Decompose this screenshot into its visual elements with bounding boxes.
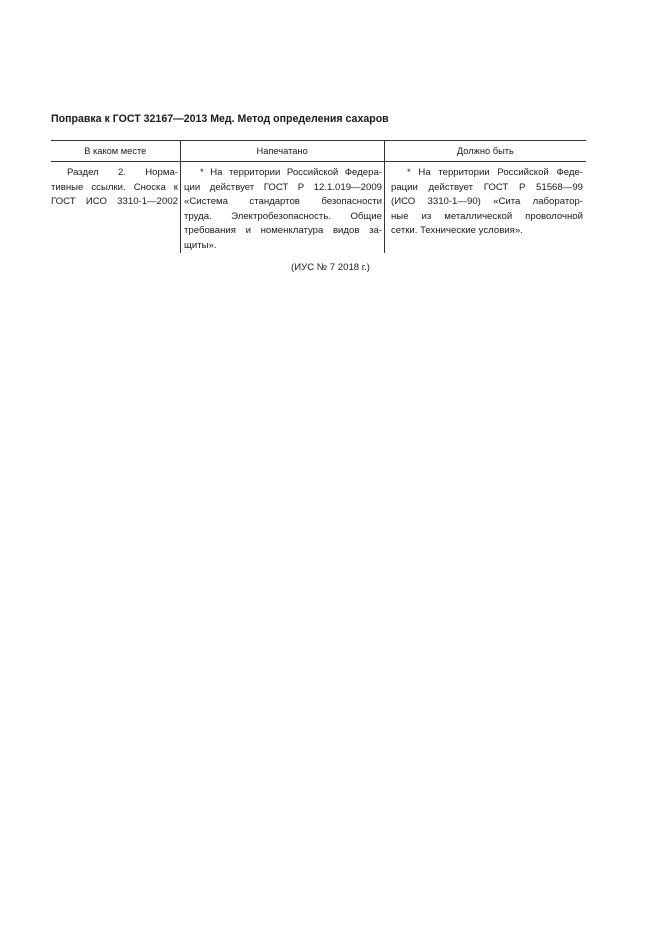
should-be-line: рации действует ГОСТ Р 51568—99: [391, 181, 583, 193]
printed-line: щиты».: [184, 239, 217, 251]
cell-printed: [180, 162, 384, 253]
table-header-row: [51, 141, 586, 162]
header-place: В каком месте: [84, 146, 147, 156]
should-be-line: (ИСО 3310-1—90) «Сита лаборатор-: [391, 196, 583, 207]
printed-line: * На территории Российской Федера-: [200, 167, 382, 178]
printed-line: ции действует ГОСТ Р 12.1.019—2009: [184, 181, 382, 193]
should-be-line: ные из металлической проволочной: [391, 210, 583, 222]
should-be-line: * На территории Российской Феде-: [407, 167, 583, 178]
printed-line: «Система стандартов безопасности: [184, 196, 382, 207]
table-row: [51, 162, 586, 253]
correction-table: [51, 140, 586, 253]
should-be-line: сетки. Технические условия».: [391, 225, 523, 236]
printed-line: требования и номенклатура видов за-: [184, 225, 382, 236]
place-line: тивные ссылки. Сноска к: [51, 181, 178, 193]
source-reference: (ИУС № 7 2018 г.): [291, 262, 370, 273]
place-line: Раздел 2. Норма-: [67, 167, 178, 178]
page-title: Поправка к ГОСТ 32167—2013 Мед. Метод определения сахаров: [51, 113, 389, 125]
header-printed: Напечатано: [180, 141, 384, 161]
printed-line: труда. Электробезопасность. Общие: [184, 210, 382, 222]
cell-should-be: [384, 162, 586, 253]
cell-place: [51, 162, 180, 253]
place-line: ГОСТ ИСО 3310-1—2002: [51, 196, 178, 207]
header-should-be: Должно быть: [384, 141, 586, 161]
